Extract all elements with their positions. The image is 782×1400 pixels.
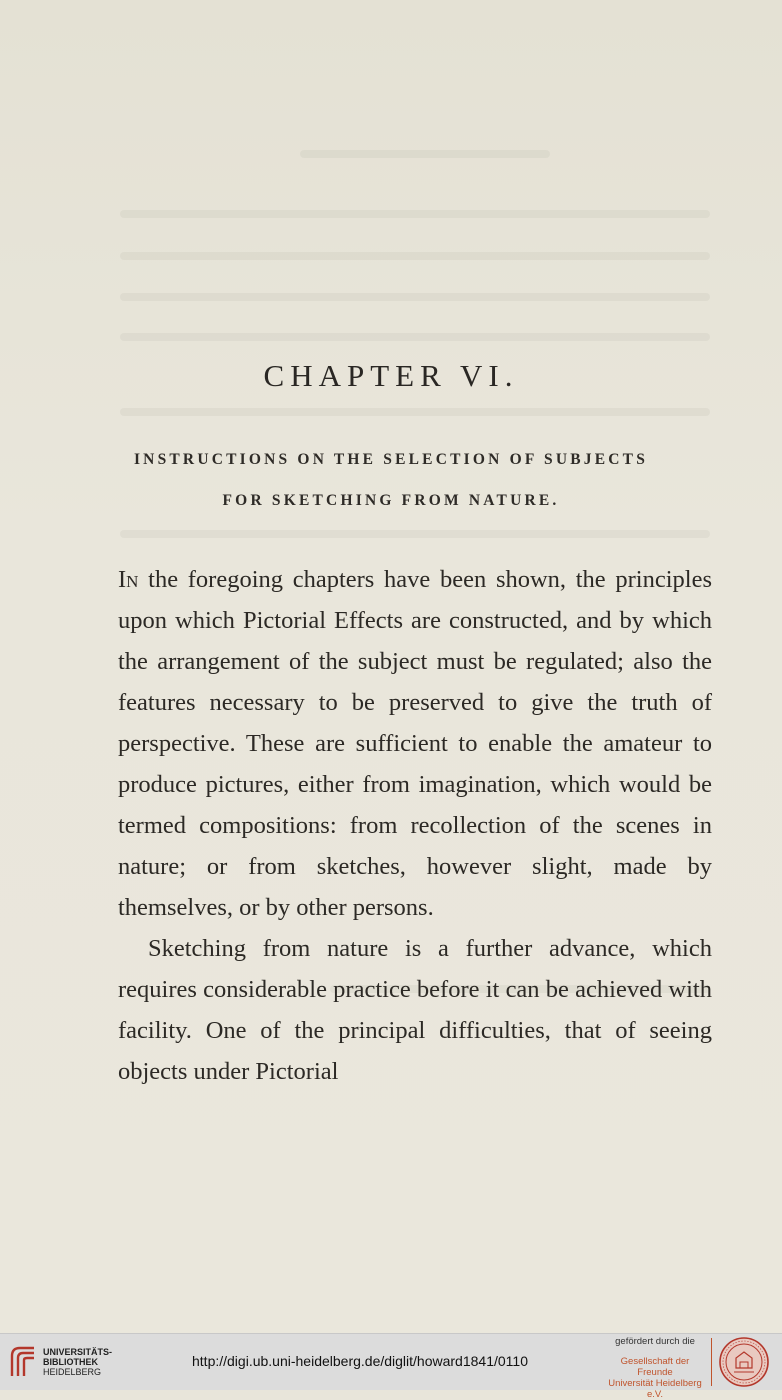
sponsor-divider <box>711 1338 712 1386</box>
bleed-through <box>120 408 710 416</box>
footer-bar <box>0 1333 782 1400</box>
library-name-line1: UNIVERSITÄTS- <box>43 1347 113 1357</box>
paragraph <box>118 928 712 1092</box>
library-name-line2: BIBLIOTHEK <box>43 1357 98 1367</box>
bleed-through <box>120 530 710 538</box>
sponsor-block <box>605 1336 705 1400</box>
university-seal-icon <box>718 1336 770 1388</box>
paragraph-text: Sketching from nature is a further advance, which requires considerable practice before it can be achieved with facility. One of the principal difficulties, that of seeing objects under Pictorial <box>118 935 712 1085</box>
library-name <box>43 1347 112 1377</box>
paragraph <box>118 559 712 928</box>
bleed-through <box>300 150 550 158</box>
bleed-through <box>120 333 710 341</box>
funded-by-label: gefördert durch die <box>615 1336 695 1347</box>
paragraph-text: the foregoing chapters have been shown, the principles upon which Pictorial Effects are constructed, and by which the arrangement of the subject must be regulated; also the features necessary to be preserved to give the truth of perspective. These are sufficient to enable the amateur to produce pictures, either from imagination, which would be termed compositions: from recollection of the scenes in nature; or from sketches, however slight, made by themselves, or by other persons. <box>118 566 712 921</box>
permalink-url[interactable]: http://digi.ub.uni-heidelberg.de/diglit/howard1841/0110 <box>192 1353 528 1369</box>
chapter-heading: CHAPTER VI. <box>263 358 519 393</box>
sponsor-name-line1: Gesellschaft der Freunde <box>620 1356 690 1378</box>
body-text <box>118 559 712 1092</box>
library-name-line3: HEIDELBERG <box>43 1367 102 1377</box>
bleed-through <box>120 210 710 218</box>
bleed-through <box>120 293 710 301</box>
library-logo-icon <box>8 1344 38 1380</box>
bleed-through <box>120 252 710 260</box>
sponsor-name-line2: Universität Heidelberg e.V. <box>608 1378 702 1400</box>
paragraph-initial: In <box>118 566 139 593</box>
chapter-subtitle-line1: INSTRUCTIONS ON THE SELECTION OF SUBJECTS <box>133 451 649 468</box>
chapter-subtitle-line2: FOR SKETCHING FROM NATURE. <box>222 492 560 509</box>
